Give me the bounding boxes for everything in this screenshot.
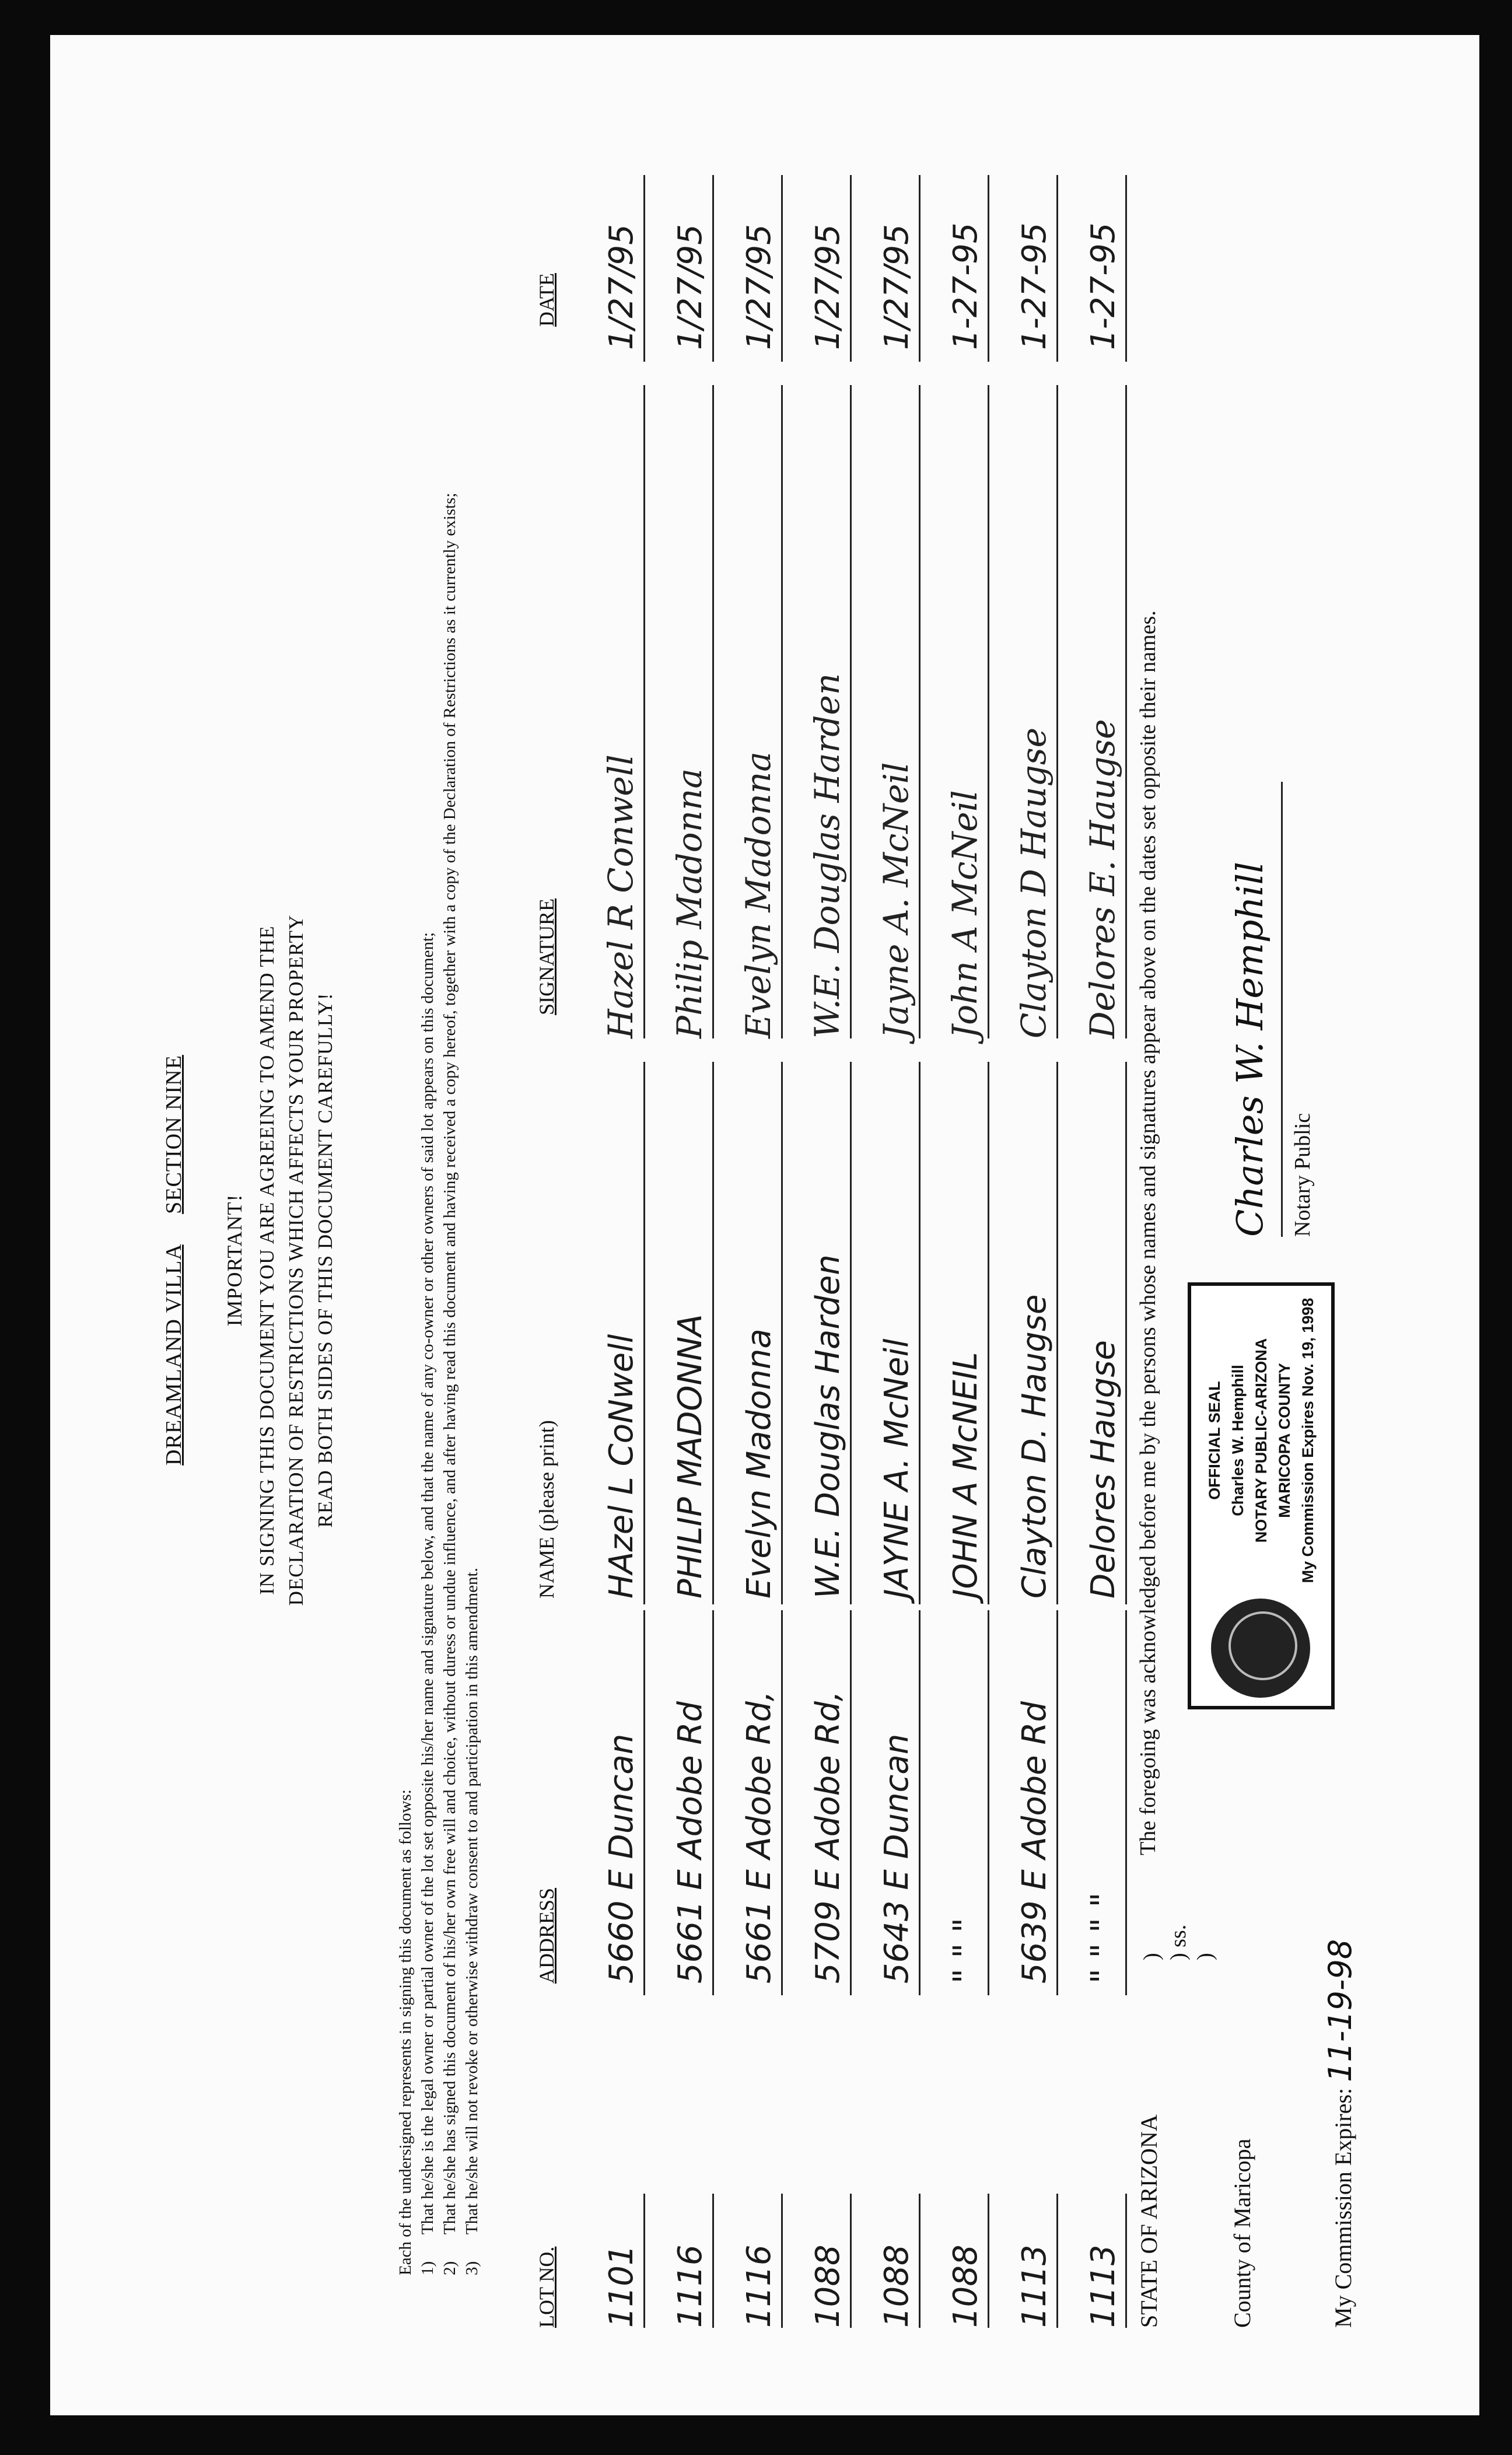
representation-3: 3) That he/she will not revoke or otherwise withdraw consent to and participation in this amendment. [463,1568,481,2275]
address-cell: 5661 E Adobe Rd [671,1701,709,1984]
rotated-page [120,128,1427,2392]
date-cell: 1-27-95 [947,222,985,350]
date-cell: 1/27/95 [878,224,916,350]
address-cell: " " " [947,1918,985,1984]
date-column-header: DATE [535,273,558,327]
address-underline [1056,1610,1058,1995]
address-column-header: ADDRESS [535,1887,558,1984]
notary-seal-stamp [1188,1282,1335,1709]
name-cell: Delores Haugse [1084,1340,1122,1599]
name-underline [643,1062,645,1604]
signature-underline [1125,385,1127,1038]
address-cell: 5639 E Adobe Rd [1016,1701,1054,1984]
address-cell: 5660 E Duncan [603,1733,640,1984]
commission-date: 11-19-98 [1322,1939,1359,2082]
address-underline [988,1610,989,1995]
notary-signature: Charles W. Hemphill [1228,862,1271,1237]
address-cell: 5661 E Adobe Rd, [740,1691,778,1984]
signature-underline [712,385,714,1038]
lot-cell: 1113 [1084,2244,1122,2328]
name-cell: JOHN A McNEIL [947,1352,985,1599]
lot-cell: 1116 [740,2244,778,2328]
notice-line-3: READ BOTH SIDES OF THIS DOCUMENT CAREFULLY! [314,992,337,1528]
notice-line-2: DECLARATION OF RESTRICTIONS WHICH AFFECTS YOUR PROPERTY [285,914,307,1606]
table-row [788,128,852,2392]
notice-line-1: IN SIGNING THIS DOCUMENT YOU ARE AGREEING TO AMEND THE [256,925,278,1595]
date-cell: 1-27-95 [1016,222,1054,350]
address-cell: " " " " [1084,1892,1122,1984]
lot-cell: 1113 [1016,2244,1054,2328]
state-label: STATE OF ARIZONA [1136,2114,1162,2328]
intro-lead: Each of the undersigned represents in signing this document as follows: [396,1789,415,2275]
name-underline [988,1062,989,1604]
signature-cell: Clayton D Haugse [1014,728,1054,1038]
commission-label: My Commission Expires: [1330,2087,1356,2328]
date-underline [781,175,783,362]
document-sheet [50,35,1479,2415]
lot-underline [1056,2194,1058,2328]
lot-underline [781,2194,783,2328]
date-cell: 1/27/95 [603,224,640,350]
name-column-header: NAME (please print) [535,1420,558,1599]
address-underline [712,1610,714,1995]
signature-underline [643,385,645,1038]
date-underline [988,175,989,362]
address-underline [919,1610,921,1995]
name-cell: HAzel L CoNwell [603,1334,640,1599]
lot-underline [1125,2194,1127,2328]
table-row [581,128,645,2392]
name-cell: PHILIP MADONNA [671,1314,709,1599]
address-underline [781,1610,783,1995]
name-underline [850,1062,852,1604]
signature-column-header: SIGNATURE [535,898,558,1015]
representation-2: 2) That he/she has signed this document of his/her own free will and choice, without duress or undue influence, and after having read this document and having received a copy hereof, together with a copy of the Declaration of Restrictions as it currently exists; [440,492,459,2275]
signature-underline [781,385,783,1038]
name-cell: Clayton D. Haugse [1016,1294,1054,1599]
address-cell: 5643 E Duncan [878,1733,916,1984]
lot-cell: 1101 [603,2244,640,2328]
name-underline [712,1062,714,1604]
seal-text: OFFICIAL SEAL Charles W. Hemphill NOTARY PUBLIC-ARIZONA MARICOPA COUNTY My Commission Expires Nov. 19, 1998 [1206,1298,1317,1583]
state-seal-icon [1211,1599,1310,1698]
notary-signature-line [1281,782,1283,1237]
signature-cell: Evelyn Madonna [738,751,778,1038]
date-cell: 1-27-95 [1084,222,1122,350]
date-underline [1125,175,1127,362]
table-row [650,128,714,2392]
lot-cell: 1088 [809,2244,847,2328]
table-row [1063,128,1127,2392]
signature-cell: Philip Madonna [670,768,709,1038]
signature-cell: Jayne A. McNeil [876,762,916,1038]
commission-expiry [1322,1939,1359,2328]
signature-cell: W.E. Douglas Harden [807,673,847,1038]
signature-cell: Hazel R Conwell [601,754,640,1038]
date-cell: 1/27/95 [740,224,778,350]
representation-1: 1) That he/she is the legal owner or partial owner of the lot set opposite his/her name and signature below, and that the name of any co-owner or other owners of said lot appears on this document; [418,932,437,2275]
name-cell: Evelyn Madonna [740,1328,778,1599]
address-underline [643,1610,645,1995]
name-cell: JAYNE A. McNeil [878,1338,916,1599]
county-label: County of Maricopa [1229,2138,1255,2328]
document-title [161,128,187,2392]
name-underline [781,1062,783,1604]
name-cell: W.E. Douglas Harden [809,1254,847,1599]
ss-text: ss. [1166,1924,1191,1947]
signature-cell: Delores E. Haugse [1083,719,1122,1038]
date-underline [1056,175,1058,362]
lot-underline [988,2194,989,2328]
signature-underline [1056,385,1058,1038]
address-cell: 5709 E Adobe Rd, [809,1691,847,1984]
lot-underline [919,2194,921,2328]
table-row [856,128,921,2392]
table-row [719,128,783,2392]
lot-underline [643,2194,645,2328]
address-underline [1125,1610,1127,1995]
name-underline [1056,1062,1058,1604]
date-underline [850,175,852,362]
ss-brace: ) ) ss. ) [1139,1924,1217,1960]
title-text: DREAMLAND VILLA [162,1244,186,1466]
notary-title: Notary Public [1290,1113,1315,1237]
acknowledgement-text: The foregoing was acknowledged before me by the persons whose names and signatures appear above on the dates set opposite their names. [1136,610,1160,1855]
important-heading: IMPORTANT! [223,1194,246,1327]
signature-cell: John A McNeil [945,790,985,1038]
date-underline [643,175,645,362]
representations [394,233,483,2275]
address-underline [850,1610,852,1995]
lot-underline [712,2194,714,2328]
name-underline [1125,1062,1127,1604]
lot-cell: 1088 [947,2244,985,2328]
date-cell: 1/27/95 [671,224,709,350]
date-underline [919,175,921,362]
signature-underline [988,385,989,1038]
lot-cell: 1088 [878,2244,916,2328]
signature-underline [919,385,921,1038]
lot-column-header: LOT NO. [535,2246,558,2328]
table-row [994,128,1058,2392]
table-row [925,128,989,2392]
date-cell: 1/27/95 [809,224,847,350]
name-underline [919,1062,921,1604]
lot-cell: 1116 [671,2244,709,2328]
lot-underline [850,2194,852,2328]
section-text: SECTION NINE [162,1055,186,1214]
date-underline [712,175,714,362]
signature-underline [850,385,852,1038]
